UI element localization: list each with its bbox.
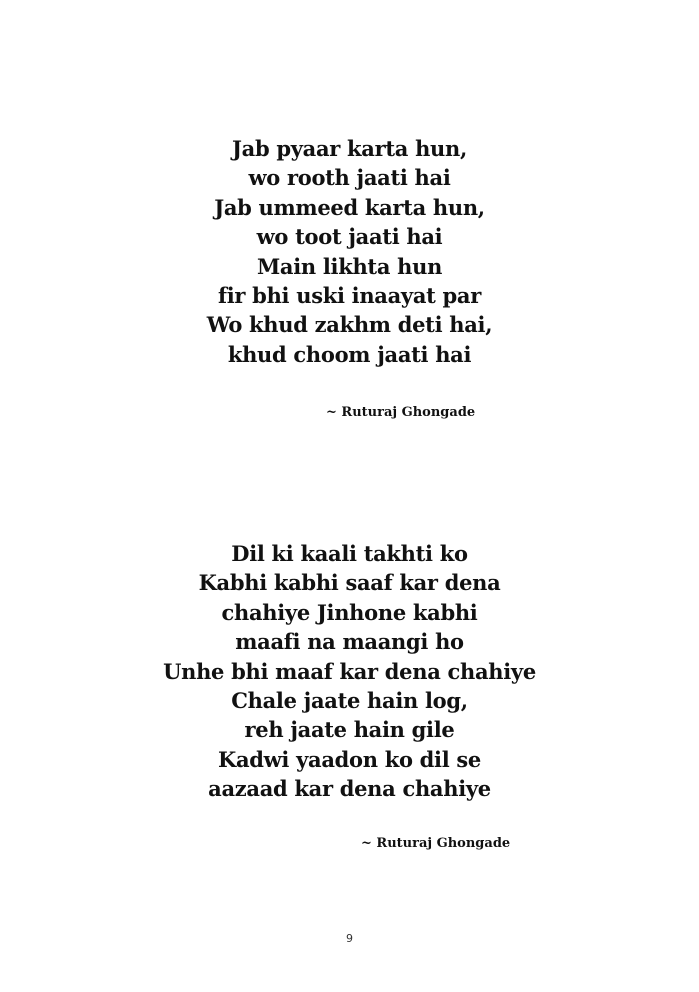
poem-line: maafi na maangi ho [235,629,464,655]
poem-line: Kabhi kabhi saaf kar dena [198,570,501,596]
poem-line: Chale jaate hain log, [231,688,468,714]
poem-line: Main likhta hun [256,253,443,279]
poem-line: fir bhi uski inaayat par [218,283,481,309]
poem-line: chahiye Jinhone kabhi [221,599,478,625]
poem-line: wo toot jaati hai [256,224,443,250]
poem-line: Wo khud zakhm deti hai, [206,312,493,338]
poem-1 [0,134,699,369]
poem-line: Jab pyaar karta hun, [232,136,467,161]
poem-line: reh jaate hain gile [244,717,455,743]
poem-line: khud choom jaati hai [227,341,472,367]
poem-line: Jab ummeed karta hun, [214,194,485,220]
poem-2-signature: ~ Ruturaj Ghongade [361,836,511,851]
page-number: 9 [346,932,353,945]
poem-line: aazaad kar dena chahiye [208,776,491,802]
poem-1-signature: ~ Ruturaj Ghongade [326,405,476,420]
poem-2 [0,539,699,804]
poem-line: Kadwi yaadon ko dil se [218,746,481,772]
poem-line: Unhe bhi maaf kar dena chahiye [163,658,536,684]
poem-line: Dil ki kaali takhti ko [231,541,468,566]
poem-line: wo rooth jaati hai [248,165,451,191]
